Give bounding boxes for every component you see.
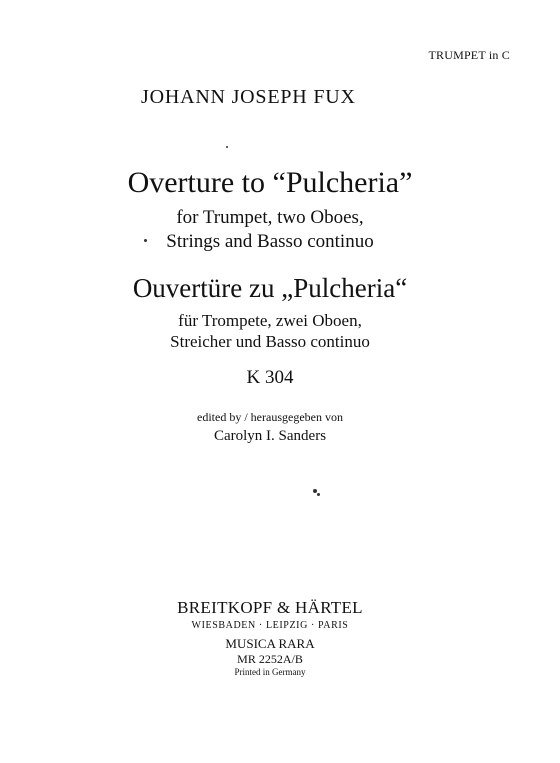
- subtitle-german-line-2: Streicher und Basso continuo: [170, 332, 370, 351]
- instrument-label: TRUMPET in C: [428, 48, 510, 62]
- printed-in-note: Printed in Germany: [234, 667, 306, 677]
- subtitle-english-line-2: Strings and Basso continuo: [166, 231, 374, 252]
- publisher-cities: WIESBADEN · LEIPZIG · PARIS: [191, 620, 349, 631]
- composer-name: JOHANN JOSEPH FUX: [141, 86, 356, 108]
- print-speck: [226, 146, 228, 148]
- editor-label: edited by / herausgegeben von: [197, 410, 343, 424]
- print-speck: [317, 493, 320, 496]
- subtitle-german-line-1: für Trompete, zwei Oboen,: [178, 311, 362, 330]
- subtitle-english-line-1: for Trumpet, two Oboes,: [176, 207, 364, 228]
- catalog-number: K 304: [246, 367, 294, 388]
- title-german: Ouvertüre zu „Pulcheria“: [132, 273, 408, 303]
- publisher-imprint: MUSICA RARA: [225, 636, 315, 651]
- editor-name: Carolyn I. Sanders: [213, 428, 327, 444]
- edition-number: MR 2252A/B: [237, 652, 303, 666]
- print-speck: [144, 239, 147, 242]
- title-english: Overture to “Pulcheria”: [127, 166, 413, 199]
- print-speck: [313, 489, 317, 493]
- publisher-name: BREITKOPF & HÄRTEL: [177, 598, 363, 617]
